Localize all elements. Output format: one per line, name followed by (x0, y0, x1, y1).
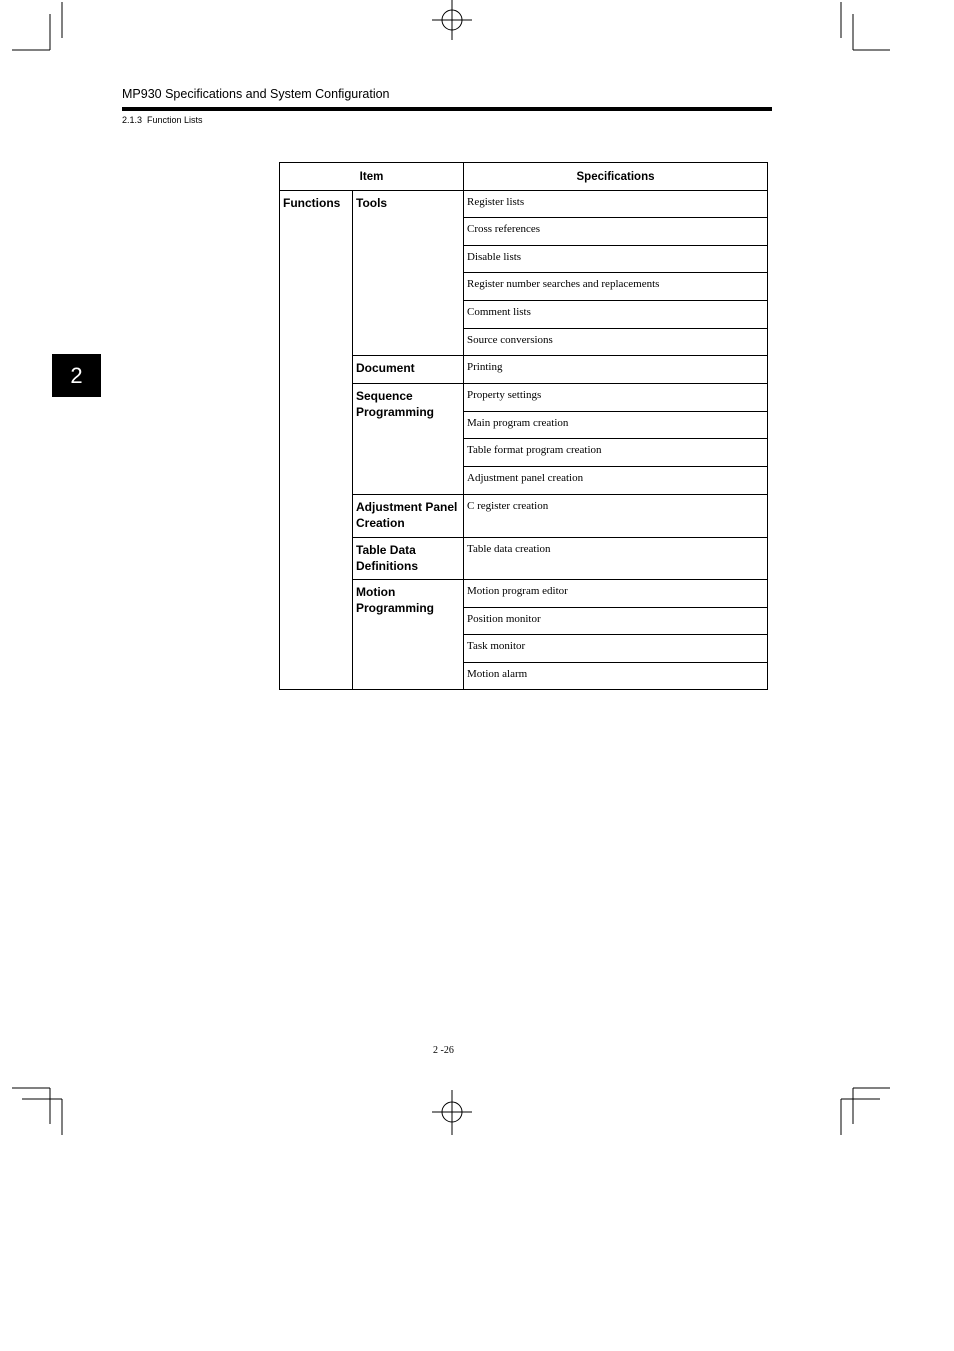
spec-table-format-program-creation: Table format program creation (464, 439, 768, 467)
group-tools: Tools (353, 191, 464, 356)
spec-motion-program-editor: Motion program editor (464, 580, 768, 608)
function-list-table (279, 162, 768, 690)
table-header-specifications: Specifications (464, 163, 768, 191)
group-document: Document (353, 356, 464, 384)
spec-cross-references: Cross references (464, 218, 768, 246)
spec-table-data-creation: Table data creation (464, 538, 768, 580)
page-number: 2 -26 (433, 1045, 454, 1056)
crop-mark-bottom-left (12, 1088, 62, 1135)
group-motion-programming: Motion Programming (353, 580, 464, 690)
spec-disable-lists: Disable lists (464, 246, 768, 273)
group-adjustment-panel-creation: Adjustment Panel Creation (353, 495, 464, 538)
table-header-item: Item (280, 163, 464, 191)
category-functions: Functions (280, 191, 353, 690)
spec-adjustment-panel-creation: Adjustment panel creation (464, 467, 768, 495)
header-rule (122, 107, 772, 111)
crop-mark-bottom-right (841, 1088, 890, 1135)
spec-comment-lists: Comment lists (464, 301, 768, 329)
chapter-number: 2 (70, 362, 83, 388)
chapter-tab (52, 354, 101, 397)
group-table-data-definitions: Table Data Definitions (353, 538, 464, 580)
spec-task-monitor: Task monitor (464, 635, 768, 663)
spec-printing: Printing (464, 356, 768, 384)
spec-register-lists: Register lists (464, 191, 768, 218)
section-label: 2.1.3 Function Lists (122, 115, 203, 125)
spec-c-register-creation: C register creation (464, 495, 768, 538)
group-sequence-programming: Sequence Programming (353, 384, 464, 495)
registration-mark-bottom (432, 1090, 472, 1135)
spec-property-settings: Property settings (464, 384, 768, 412)
crop-mark-top-right (841, 2, 890, 50)
spec-source-conversions: Source conversions (464, 329, 768, 356)
crop-mark-top-left (12, 2, 62, 50)
spec-position-monitor: Position monitor (464, 608, 768, 635)
registration-mark-top (432, 0, 472, 40)
spec-motion-alarm: Motion alarm (464, 663, 768, 690)
running-title: MP930 Specifications and System Configuration (122, 87, 390, 101)
spec-register-number-searches: Register number searches and replacements (464, 273, 768, 301)
spec-main-program-creation: Main program creation (464, 412, 768, 439)
